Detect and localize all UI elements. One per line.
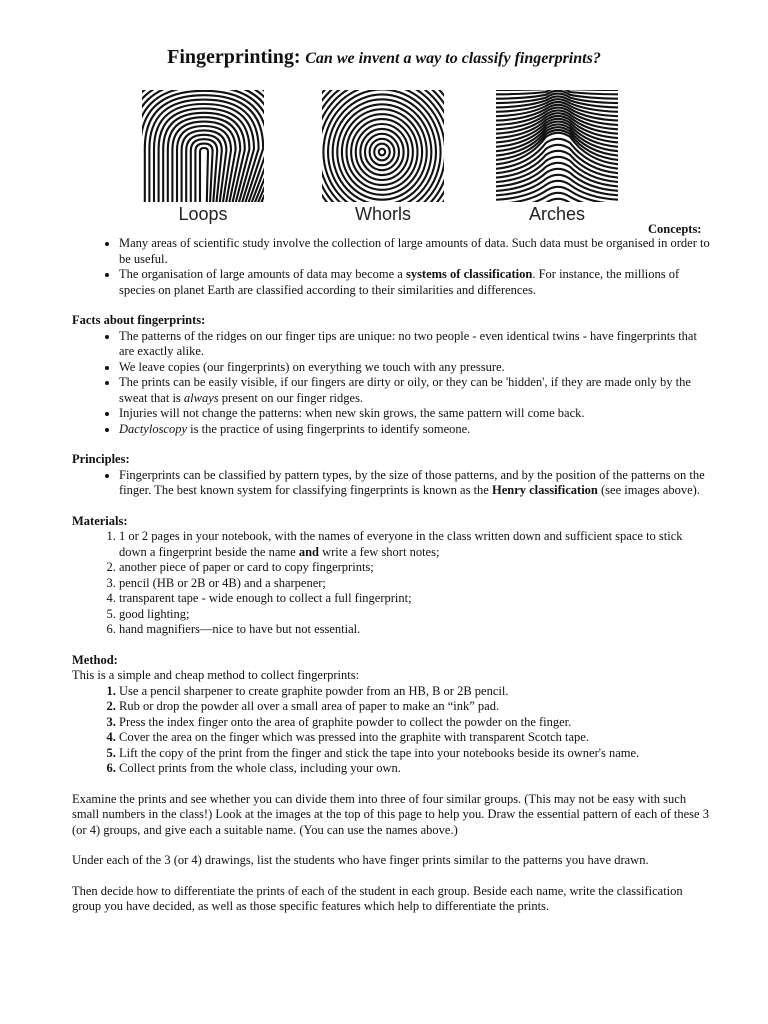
list-item [119, 375, 712, 406]
method-heading: Method: [72, 652, 118, 667]
list-item [119, 529, 712, 560]
list-item: 6. Collect prints from the whole class, including your own. [119, 761, 712, 777]
text-run: 1 or 2 pages in your notebook, with the names of everyone in the class written down and sufficient space to stick down a fingerprint beside the name [119, 529, 683, 559]
list-item: 5. Lift the copy of the print from the finger and stick the tape into your notebooks beside its owner's name. [119, 746, 712, 762]
loop-fingerprint-icon [142, 90, 264, 202]
list-item [119, 422, 712, 438]
concepts-list [72, 236, 712, 298]
italic-term: always [183, 390, 219, 405]
paragraph: Under each of the 3 (or 4) drawings, list the students who have finger prints similar to the patterns you have drawn. [72, 853, 649, 867]
title-main: Fingerprinting: [167, 46, 301, 68]
whorl-fingerprint-icon [322, 90, 444, 202]
text-run: (see images above). [597, 483, 700, 497]
figure-loops [134, 90, 272, 228]
bold-term: systems of classification [405, 267, 533, 281]
figure-whorls [314, 90, 452, 228]
list-item: • Many areas of scientific study involve the collection of large amounts of data. Such data must be organised in order to be useful. [119, 236, 712, 267]
list-item: 4. Cover the area on the finger which was pressed into the graphite with transparent Scotch tape. [119, 730, 712, 746]
principles-list [72, 468, 712, 499]
facts-heading: Facts about fingerprints: [72, 313, 206, 327]
document-body [72, 236, 712, 915]
method-list [72, 684, 712, 777]
materials-list [72, 529, 712, 638]
list-item: • We leave copies (our fingerprints) on everything we touch with any pressure. [119, 360, 712, 376]
list-item: 5. good lighting; [119, 607, 712, 623]
paragraph: Examine the prints and see whether you can divide them into three of four similar groups. (This may not be easy with such small numbers in the class!) Look at the images at the top of this page to help you. Draw the essential pattern of each of these 3 (or 4) groups, and give each a suitable name. (You can use the names above.) [72, 791, 709, 837]
paragraph: Then decide how to differentiate the prints of each of the student in each group. Beside each name, write the classification group you have decided, as well as those specific features which help to differentiate the prints. [72, 883, 683, 913]
text-run: write a few short notes; [318, 544, 440, 559]
bold-term: Henry classification [491, 483, 598, 497]
list-item: 4. transparent tape - wide enough to collect a full fingerprint; [119, 591, 712, 607]
text-run: . For instance, the millions of species on planet Earth are classified according to their similarities and differences. [119, 267, 680, 297]
materials-heading: Materials: [72, 513, 128, 528]
figure-caption-arches: Arches [528, 204, 586, 224]
list-item [119, 267, 712, 298]
bold-term: and [298, 544, 319, 559]
list-item: • The patterns of the ridges on our finger tips are unique: no two people - even identical twins - have fingerprints that are exactly alike. [119, 329, 712, 360]
title-subtitle: Can we invent a way to classify fingerprints? [305, 50, 601, 67]
figure-caption-loops: Loops [178, 204, 228, 224]
text-run: is the practice of using fingerprints to identify someone. [187, 421, 471, 436]
text-run: present on our finger ridges. [218, 390, 364, 405]
principles-heading: Principles: [72, 452, 130, 466]
page-title [0, 44, 768, 72]
facts-list [72, 329, 712, 438]
list-item: 3. Press the index finger onto the area of graphite powder to collect the powder on the finger. [119, 715, 712, 731]
list-item: 1. Use a pencil sharpener to create graphite powder from an HB, B or 2B pencil. [119, 684, 712, 700]
list-item: 2. Rub or drop the powder all over a small area of paper to make an “ink” pad. [119, 699, 712, 715]
figure-caption-whorls: Whorls [354, 204, 411, 224]
list-item [119, 468, 712, 499]
list-item: 3. pencil (HB or 2B or 4B) and a sharpener; [119, 576, 712, 592]
method-intro: This is a simple and cheap method to collect fingerprints: [72, 668, 360, 682]
text-run: Fingerprints can be classified by pattern types, by the size of those patterns, and by the position of the patterns on the finger. The best known system for classifying fingerprints is known as the [119, 467, 705, 497]
figure-arches [488, 90, 626, 228]
italic-term: Dactyloscopy [119, 421, 188, 436]
list-item: 6. hand magnifiers—nice to have but not essential. [119, 622, 712, 638]
fingerprint-figures [134, 90, 644, 230]
arch-fingerprint-icon [496, 90, 618, 202]
text-run: The organisation of large amounts of data may become a [119, 267, 406, 281]
list-item: • Injuries will not change the patterns: when new skin grows, the same pattern will come back. [119, 406, 712, 422]
text-run: The prints can be easily visible, if our fingers are dirty or oily, or they can be 'hidden', if they are made only by the sweat that is [119, 375, 691, 405]
concepts-heading: Concepts: [648, 222, 702, 236]
list-item: 2. another piece of paper or card to copy fingerprints; [119, 560, 712, 576]
